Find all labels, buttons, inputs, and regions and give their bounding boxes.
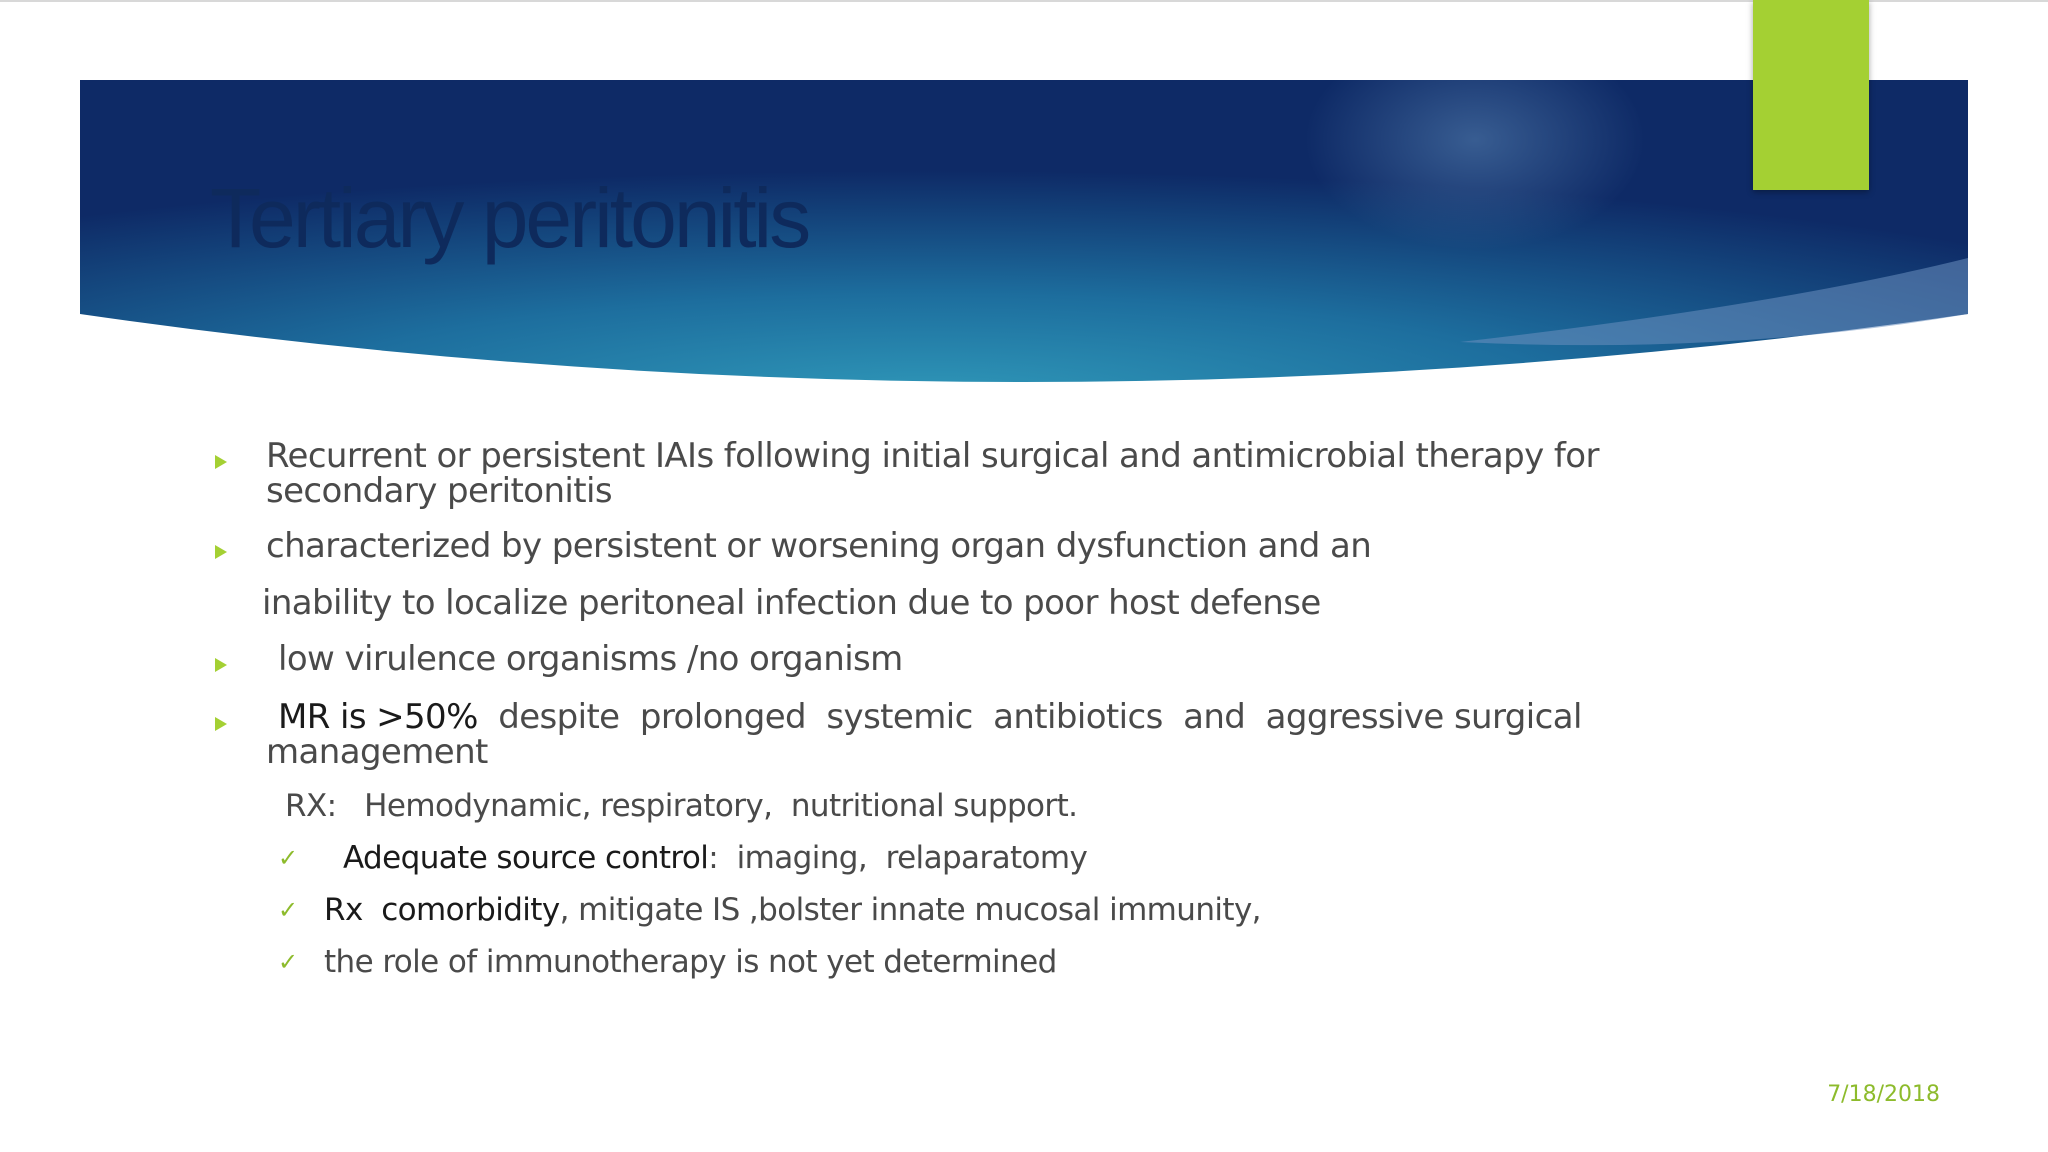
check-1-strong: Adequate source control <box>343 840 709 876</box>
bullet-3-line-1: low virulence organisms /no organism <box>278 639 903 679</box>
check-2-rest: , mitigate IS ,bolster innate mucosal immunity, <box>559 892 1261 928</box>
checkmark-icon: ✓ <box>278 948 299 976</box>
check-3-text: the role of immunotherapy is not yet determined <box>324 944 1057 980</box>
check-1-rest: : imaging, relaparatomy <box>708 840 1088 876</box>
mortality-rate-text: MR is >50% <box>278 697 478 737</box>
checkmark-icon: ✓ <box>278 844 299 872</box>
slide-title: Tertiary peritonitis <box>210 171 809 265</box>
bullet-2-line-1: characterized by persistent or worsening organ dysfunction and an <box>266 526 1372 566</box>
checkmark-icon: ✓ <box>278 896 299 924</box>
rx-line: RX: Hemodynamic, respiratory, nutritional support. <box>285 788 1078 824</box>
bullet-1-line-2: secondary peritonitis <box>266 471 612 511</box>
bullet-2-line-2: inability to localize peritoneal infection due to poor host defense <box>262 583 1321 623</box>
arrow-bullet-icon <box>215 717 227 731</box>
arrow-bullet-icon <box>215 658 227 672</box>
check-2-strong: Rx comorbidity <box>324 892 560 928</box>
bullet-4-rest: despite prolonged systemic antibiotics and aggressive surgical <box>477 697 1582 737</box>
bullet-4-line-2: management <box>266 732 488 772</box>
arrow-bullet-icon <box>215 455 227 469</box>
bullet-4-line-1 <box>278 697 1582 737</box>
bullet-1-line-1: Recurrent or persistent IAIs following initial surgical and antimicrobial therapy for <box>266 436 1599 476</box>
check-2-text <box>324 892 1261 928</box>
check-1-text <box>343 840 1087 876</box>
arrow-bullet-icon <box>215 545 227 559</box>
slide-date: 7/18/2018 <box>1827 1082 1940 1107</box>
